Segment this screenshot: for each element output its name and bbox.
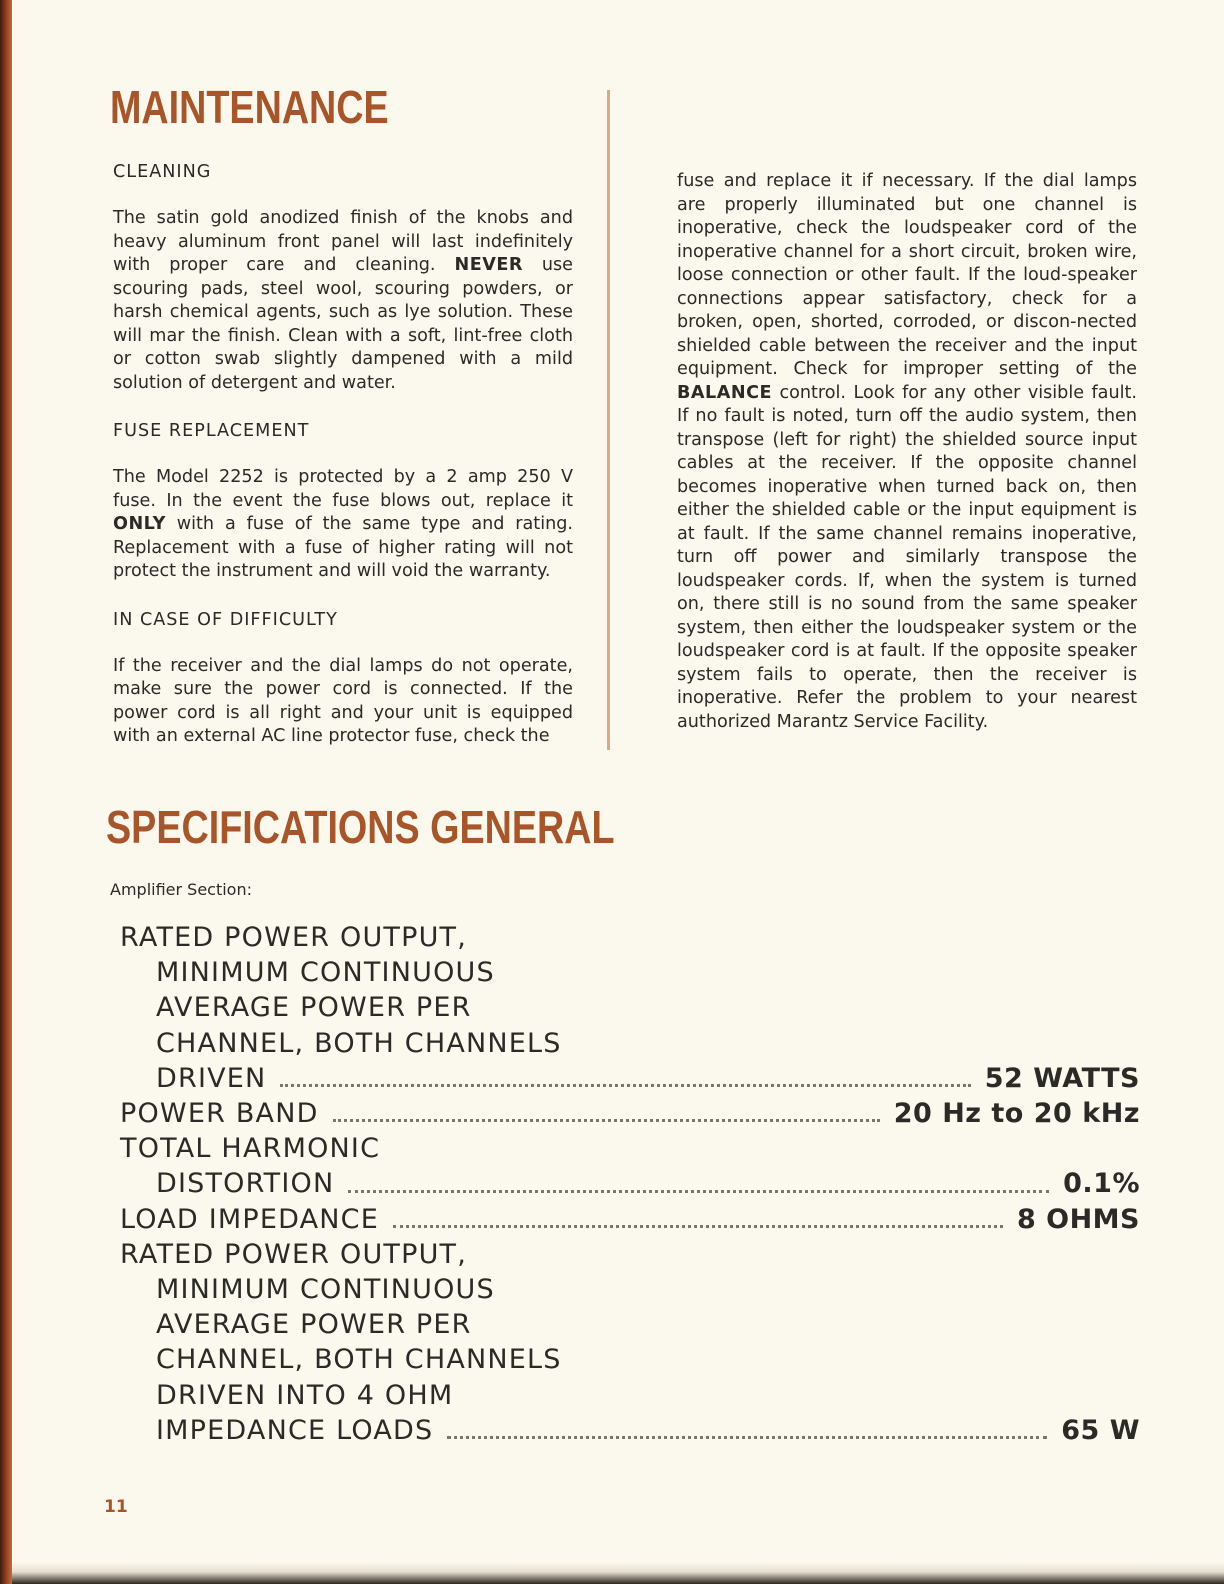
maintenance-left-column bbox=[113, 160, 573, 749]
spec-line bbox=[120, 1413, 1140, 1448]
dot-leader bbox=[348, 1187, 1049, 1193]
spec-line bbox=[120, 1061, 1140, 1096]
difficulty-heading: IN CASE OF DIFFICULTY bbox=[113, 609, 338, 630]
spec-value: 20 Hz to 20 kHz bbox=[893, 1098, 1140, 1130]
spec-line bbox=[120, 1378, 1140, 1413]
spec-label: RATED POWER OUTPUT, bbox=[120, 922, 468, 953]
spec-label: POWER BAND bbox=[120, 1098, 319, 1130]
spec-label: TOTAL HARMONIC bbox=[120, 1133, 381, 1165]
difficulty-paragraph-continued: fuse and replace it if necessary. If the dial lamps are properly illuminated but one channel is inoperative, check the loudspeaker cord of the inoperative channel for a short circuit, broken wire, loose connection or other fault. If the loud-speaker connections appear satisfactory, check for a broken, open, shorted, corroded, or discon-nected shielded cable between the receiver and the input equipment. Check for improper setting of the BALANCE control. Look for any other visible fault. If no fault is noted, turn off the audio system, then transpose (left for right) the shielded source input cables at the receiver. If the opposite channel becomes inoperative when turned back on, then either the shielded cable or the input equipment is at fault. If the same channel remains inoperative, turn off power and similarly transpose the loudspeaker cords. If, when the system is turned on, there still is no sound from the same speaker system, then either the loudspeaker system or the loudspeaker cord is at fault. If the opposite speaker system fails to operate, then the receiver is inoperative. Refer the problem to your nearest authorized Marantz Service Facility. bbox=[677, 171, 1137, 732]
spec-line bbox=[120, 1096, 1140, 1131]
spec-line bbox=[120, 1307, 1140, 1342]
dot-leader bbox=[393, 1222, 1003, 1228]
spec-line bbox=[120, 920, 1140, 955]
dot-leader bbox=[280, 1081, 970, 1087]
spec-item bbox=[120, 1237, 1140, 1448]
cleaning-heading: CLEANING bbox=[113, 162, 212, 182]
spec-line bbox=[120, 990, 1140, 1025]
spec-label: AVERAGE POWER PER bbox=[156, 1309, 472, 1341]
spec-line bbox=[120, 1237, 1140, 1272]
spec-label: DRIVEN bbox=[156, 1062, 267, 1094]
page-bottom-edge bbox=[12, 1562, 1224, 1584]
spec-label: RATED POWER OUTPUT, bbox=[120, 1238, 468, 1270]
dot-leader bbox=[447, 1433, 1047, 1439]
maintenance-right-column bbox=[677, 170, 1137, 734]
never-emphasis: NEVER bbox=[454, 255, 523, 275]
difficulty-paragraph-start: If the receiver and the dial lamps do not operate, make sure the power cord is connected. If the power cord is all right and your unit is equipped with an external AC line protector fuse, check the bbox=[113, 655, 573, 746]
spec-value: 52 WATTS bbox=[984, 1062, 1140, 1094]
spec-item bbox=[120, 1202, 1140, 1237]
spec-label: CHANNEL, BOTH CHANNELS bbox=[156, 1344, 562, 1376]
spec-item bbox=[120, 1096, 1140, 1131]
column-divider bbox=[607, 90, 610, 750]
spec-line bbox=[120, 955, 1140, 990]
fuse-replacement-heading: FUSE REPLACEMENT bbox=[113, 421, 310, 441]
spec-line bbox=[120, 1342, 1140, 1377]
cleaning-paragraph: The satin gold anodized finish of the knobs and heavy aluminum front panel will last indefinitely with proper care and cleaning. NEVER use scouring pads, steel wool, scouring powders, or harsh chemical agents, such as lye solution. These will mar the finish. Clean with a soft, lint-free cloth or cotton swab slightly dampened with a mild solution of detergent and water. bbox=[113, 208, 574, 393]
spec-label: MINIMUM CONTINUOUS bbox=[156, 1274, 495, 1306]
spec-line bbox=[120, 1166, 1140, 1201]
spec-line bbox=[120, 1026, 1140, 1061]
spec-item bbox=[120, 920, 1140, 1096]
spec-value: 8 OHMS bbox=[1016, 1203, 1140, 1235]
spec-value: 65 W bbox=[1061, 1414, 1140, 1446]
spec-value: 0.1% bbox=[1063, 1168, 1140, 1200]
spec-label: AVERAGE POWER PER bbox=[156, 992, 472, 1024]
spec-line bbox=[120, 1131, 1140, 1166]
spec-label: DRIVEN INTO 4 OHM bbox=[156, 1379, 454, 1411]
specifications-title: SPECIFICATIONS GENERAL bbox=[106, 801, 615, 853]
amplifier-section-label: Amplifier Section: bbox=[110, 880, 252, 899]
spec-label: MINIMUM CONTINUOUS bbox=[156, 957, 495, 989]
fuse-replacement-paragraph: The Model 2252 is protected by a 2 amp 250 V fuse. In the event the fuse blows out, replace it ONLY with a fuse of the same type and rating. Replacement with a fuse of higher rating will not protect the instrument and will void the warranty. bbox=[113, 467, 573, 581]
spec-item bbox=[120, 1131, 1140, 1201]
spec-label: LOAD IMPEDANCE bbox=[120, 1203, 379, 1235]
spec-label: CHANNEL, BOTH CHANNELS bbox=[156, 1027, 562, 1059]
spec-label: DISTORTION bbox=[156, 1168, 335, 1200]
balance-emphasis: BALANCE bbox=[677, 382, 773, 403]
maintenance-title: MAINTENANCE bbox=[110, 81, 389, 133]
spec-label: IMPEDANCE LOADS bbox=[156, 1414, 434, 1446]
specifications-list bbox=[120, 920, 1140, 1448]
dot-leader bbox=[333, 1116, 880, 1122]
page-binding-edge bbox=[0, 0, 12, 1584]
page-number: 11 bbox=[104, 1497, 128, 1517]
spec-line bbox=[120, 1202, 1140, 1237]
spec-line bbox=[120, 1272, 1140, 1307]
only-emphasis: ONLY bbox=[113, 514, 166, 534]
